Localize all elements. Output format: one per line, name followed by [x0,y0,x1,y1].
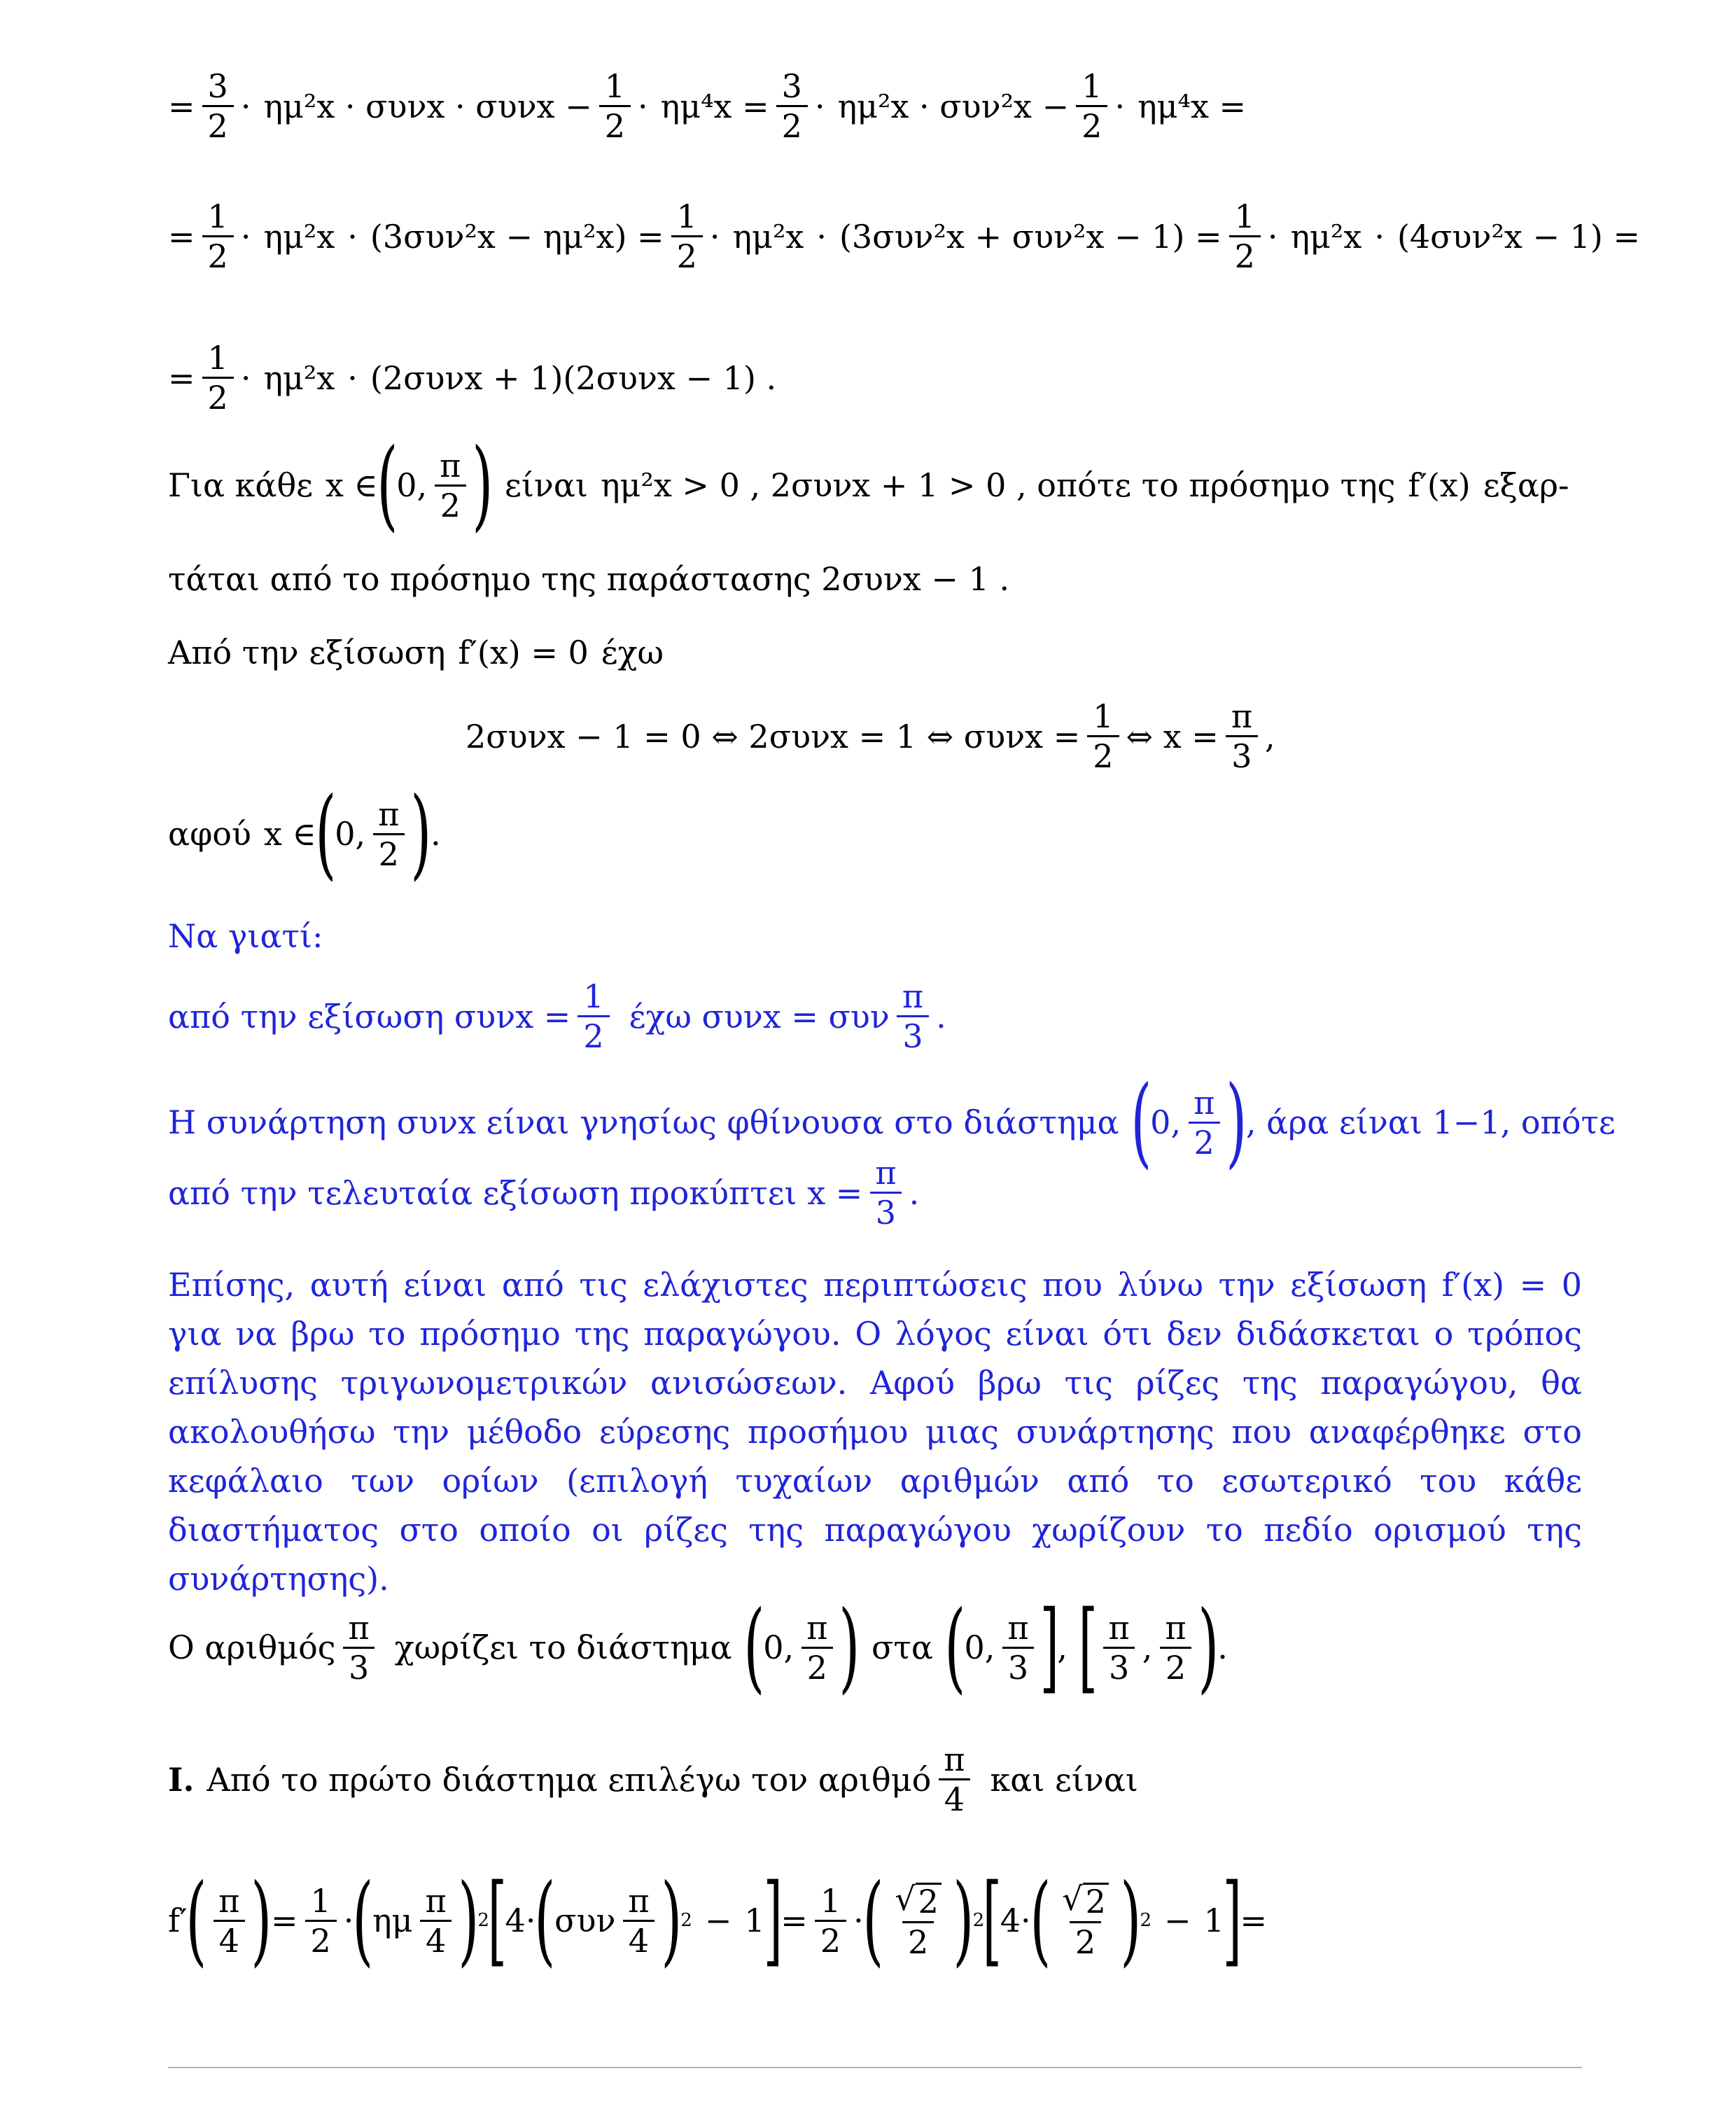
derivative-equation: f′ ( $\frac{\pi}{4}$ ) = $\frac{1}{2}$ · ( ημ $\frac{\pi}{4}$ ) 2 [ 4 · ( συν $\frac{\pi}{4}$ ) 2 − 1 ] = $\frac{1}{2}$ · ( √ 2 2 ) 2 [ 4 · ( √ 2 2 ) 2 − 1 ] = [168,1863,1268,1977]
interval: ( 0 , $\frac{\pi}{2}$ ) [376,428,493,542]
text-line: Από την εξίσωση f′(x) = 0 έχω [168,634,664,671]
equals-sign: = [168,87,195,125]
centered-equation: 2συνx − 1 = 0 ⇔ 2συνx = 1 ⇔ συνx = $\frac{1}{2}$ ⇔ x = $\frac{\pi}{3}$ , [465,697,1275,775]
fraction: $\frac{1}{2}$ [599,70,631,142]
expression: ημ²x · συνx · συνx − [263,87,592,125]
text-line: Ο αριθμός $\frac{\pi}{3}$ χωρίζει το διάστημα ( 0 , $\frac{\pi}{2}$ ) στα ( 0 , $\frac{\pi}{3}$ ] , [ $\frac{\pi}{3}$ , $\frac{\pi}{2}$ ) . [168,1590,1228,1704]
fraction: $\frac{1}{2}$ [671,200,703,272]
fraction: $\frac{1}{2}$ [202,200,234,272]
expression: ημ⁴x = [660,87,769,125]
fraction: $\frac{1}{2}$ [1229,200,1261,272]
fraction: $\frac{1}{2}$ [202,342,234,414]
expression: ημ²x · συν²x − [837,87,1070,125]
note-heading: Να γιατί: [168,917,323,955]
expression: (4συν²x − 1) = [1396,217,1641,256]
note-line: από την τελευταία εξίσωση προκύπτει x = $\frac{\pi}{3}$ . [168,1154,920,1232]
expression: (3συν²x − ημ²x) = [370,217,664,256]
footer-rule [168,2067,1582,2068]
fraction: $\frac{3}{2}$ [202,70,234,142]
text-line: I. Από το πρώτο διάστημα επιλέγω τον αριθμό $\frac{\pi}{4}$ και είναι [168,1741,1138,1818]
note-line: Η συνάρτηση συνx είναι γνησίως φθίνουσα στο διάστημα ( 0 , $\frac{\pi}{2}$ ) , άρα είναι 1−1, οπότε [168,1065,1616,1179]
fraction: $\frac{1}{2}$ [1076,70,1107,142]
expression: ημ⁴x = [1138,87,1247,125]
text-line: αφού x ∈ ( 0 , $\frac{\pi}{2}$ ) . [168,776,441,891]
expression: (3συν²x + συν²x − 1) = [839,217,1222,256]
text-line: Για κάθε x ∈ ( 0 , $\frac{\pi}{2}$ ) είναι ημ²x > 0 , 2συνx + 1 > 0 , οπότε το πρόσημο της f′(x) εξαρ- [168,428,1569,542]
equation-line-2: = $\frac{1}{2}$ · ημ²x · (3συν²x − ημ²x) = $\frac{1}{2}$ · ημ²x · (3συν²x + συν²x − 1) = $\frac{1}{2}$ · ημ²x · (4συν²x − 1) = [168,197,1641,275]
expression: (2συνx + 1)(2συνx − 1) . [370,358,777,397]
note-line: από την εξίσωση συνx = $\frac{1}{2}$ έχω συνx = συν $\frac{\pi}{3}$ . [168,977,946,1055]
equation-line-1: = $\frac{3}{2}$ · ημ²x · συνx · συνx − $\frac{1}{2}$ · ημ⁴x = $\frac{3}{2}$ · ημ²x · συν²x − $\frac{1}{2}$ · ημ⁴x = [168,67,1247,145]
equation-line-3: = $\frac{1}{2}$ · ημ²x · (2συνx + 1)(2συνx − 1) . [168,339,777,417]
text-line: τάται από το πρόσημο της παράστασης 2συνx − 1 . [168,560,1010,598]
note-paragraph: Επίσης, αυτή είναι από τις ελάχιστες περιπτώσεις που λύνω την εξίσωση f′(x) = 0 για να βρω το πρόσημο της παραγώγου. Ο λόγος είναι ότι δεν διδάσκεται ο τρόπος επίλυσης τριγωνομετρικών ανισώσεων. Αφού βρω τις ρίζες της παραγώγου, θα ακολουθήσω την μέθοδο εύρεσης προσήμου μιας συνάρτησης που αναφέρθηκε στο κεφάλαιο των ορίων (επιλογή τυχαίων αριθμών από το εσωτερικό του κάθε διαστήματος στο οποίο οι ρίζες της παραγώγου χωρίζουν το πεδίο ορισμού της συνάρτησης). [168,1266,1582,1598]
fraction: $\frac{3}{2}$ [776,70,808,142]
